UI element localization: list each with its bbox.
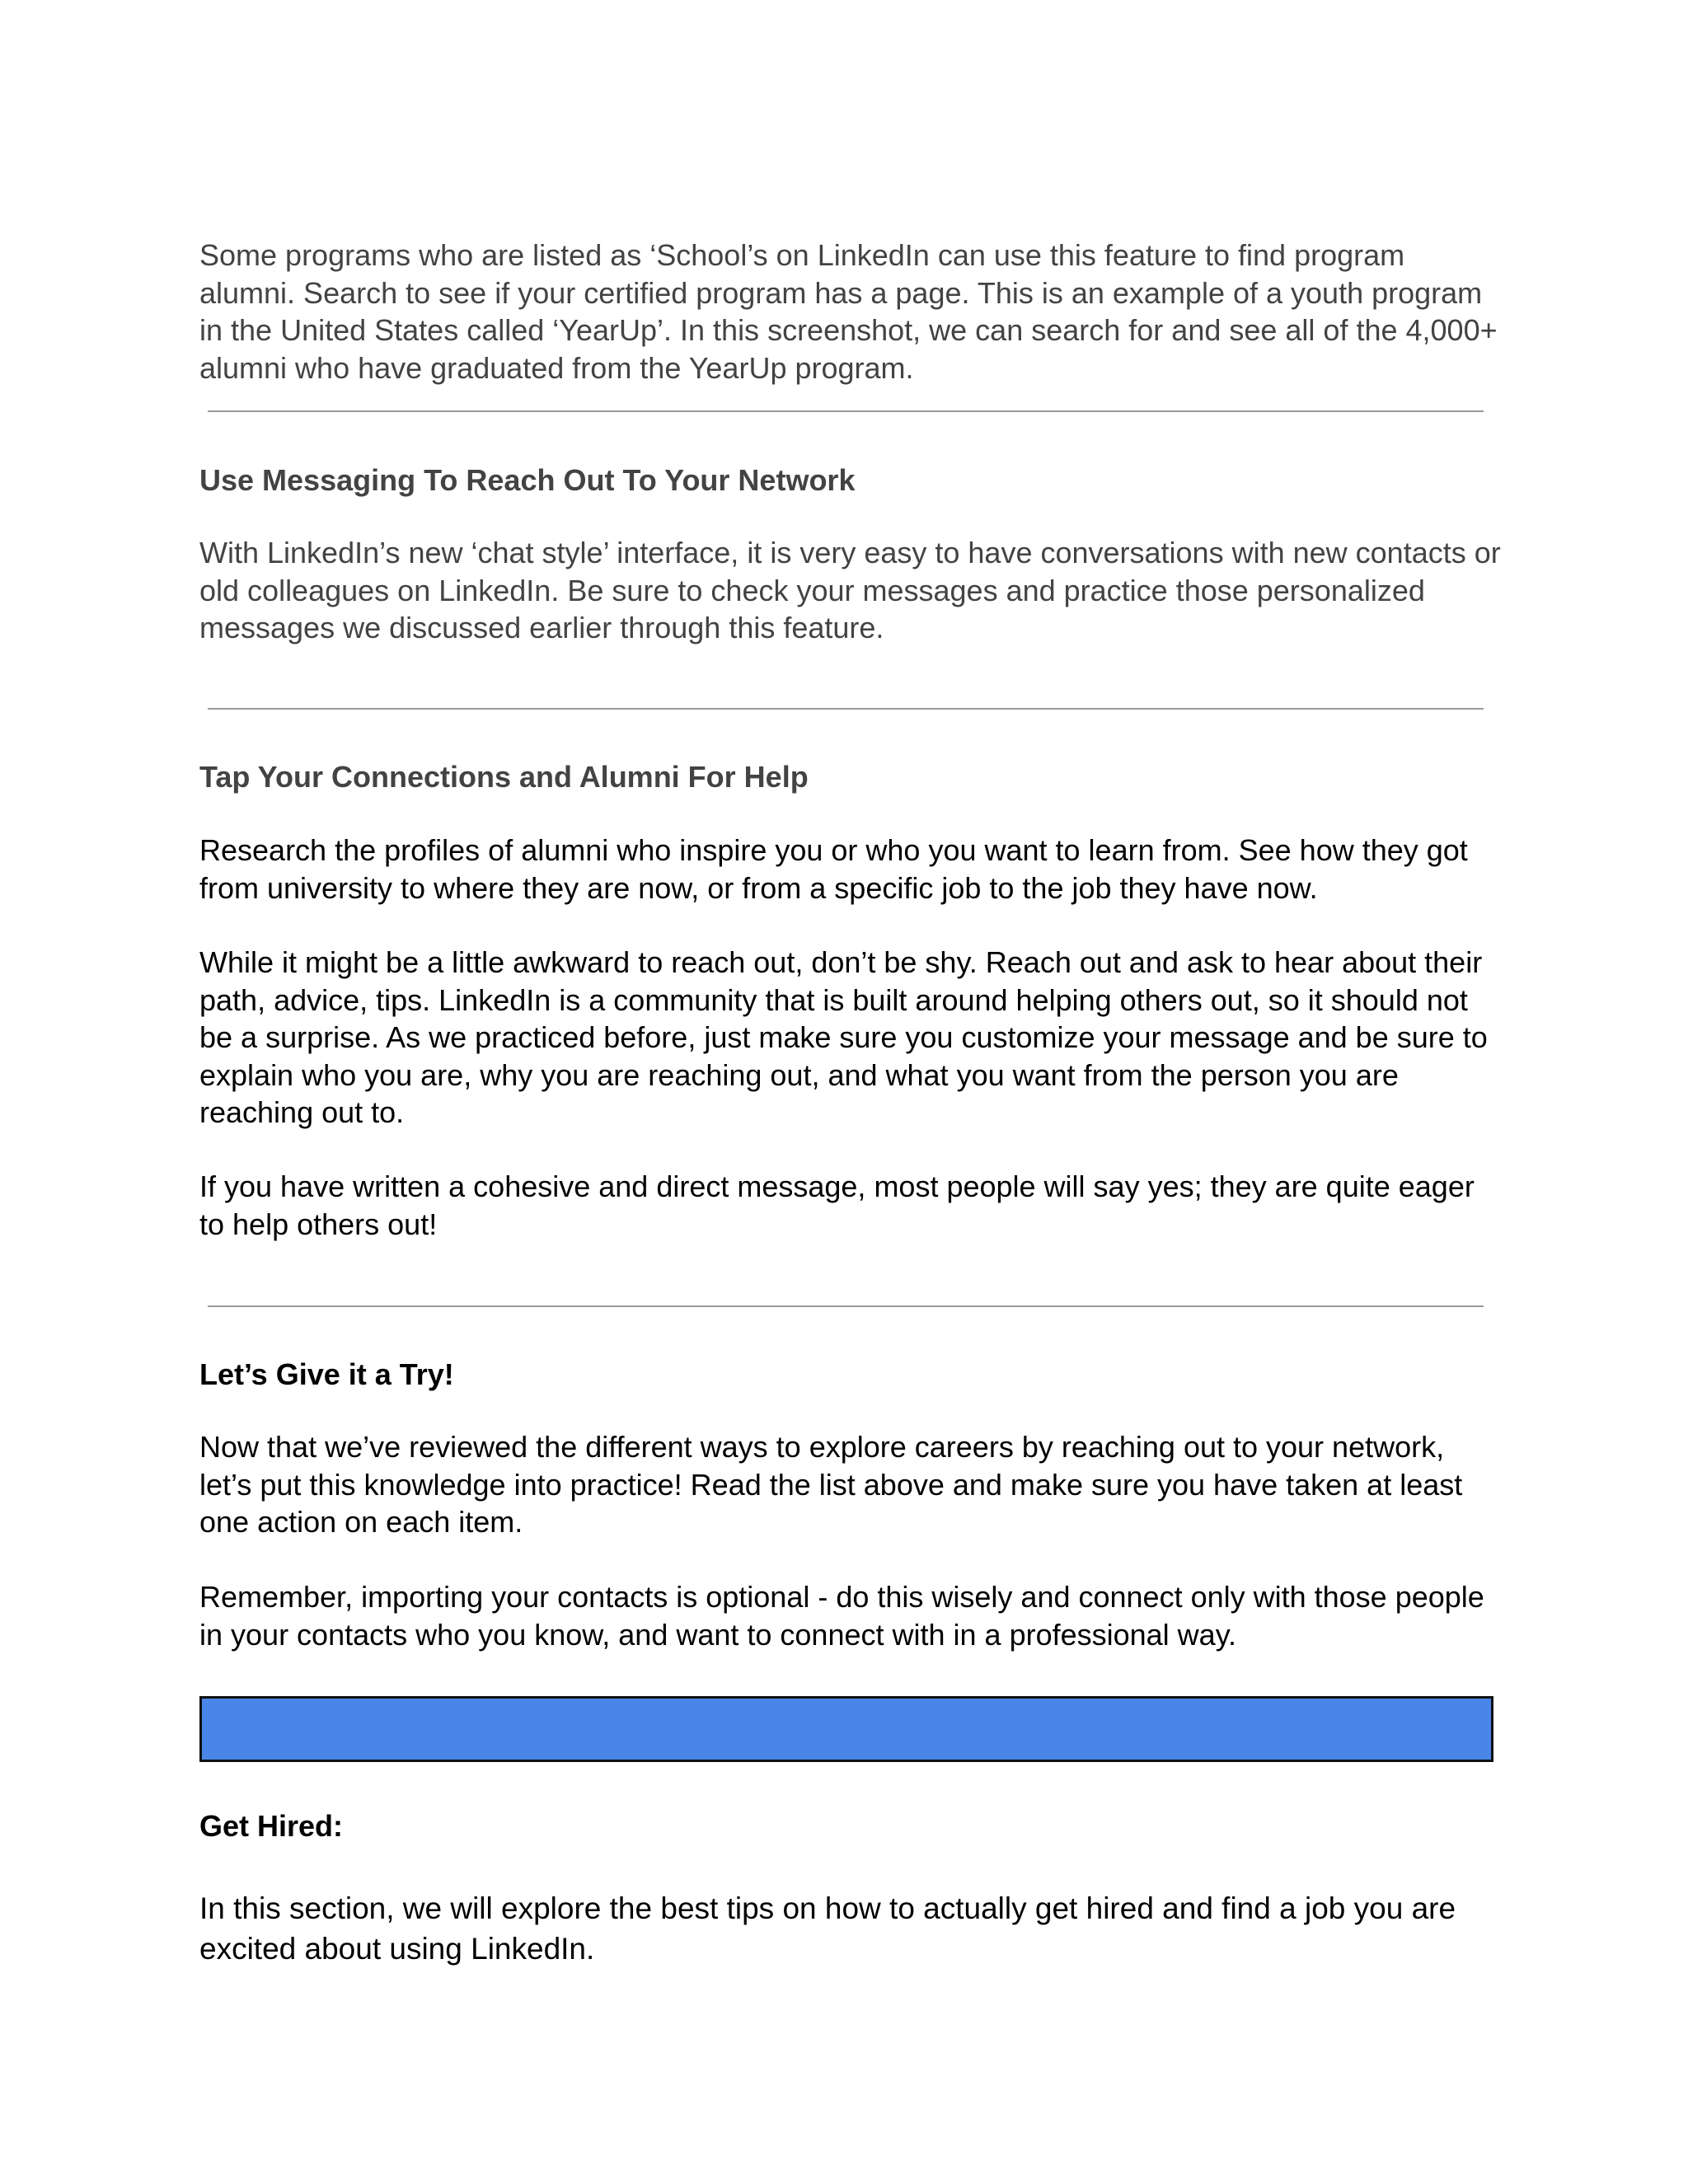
get-hired-heading: Get Hired:	[199, 1809, 344, 1843]
alumni-paragraph-3: If you have written a cohesive and direct message, most people will say yes; they are quite eager to help others out!	[199, 1169, 1475, 1241]
section-divider	[208, 410, 1484, 412]
section-banner	[199, 1696, 1493, 1762]
try-it-paragraph-1: Now that we’ve reviewed the different ways to explore careers by reaching out to your network, let’s put this knowledge into practice! Read the list above and make sure you have taken at least one action on each item.	[199, 1430, 1463, 1539]
messaging-paragraph: With LinkedIn’s new ‘chat style’ interface, it is very easy to have conversations with new contacts or old colleagues on LinkedIn. Be sure to check your messages and practice those personalized messages we discussed earlier through this feature.	[199, 536, 1501, 644]
intro-paragraph: Some programs who are listed as ‘School’s on LinkedIn can use this feature to find program alumni. Search to see if your certified program has a page. This is an example of a youth program in the United States called ‘YearUp’. In this screenshot, we can search for and see all of the 4,000+ alumni who have graduated from the YearUp program.	[199, 238, 1498, 385]
alumni-paragraph-2: While it might be a little awkward to reach out, don’t be shy. Reach out and ask to hear about their path, advice, tips. LinkedIn is a community that is built around helping others out, so it should not be a surprise. As we practiced before, just make sure you customize your message and be sure to explain who you are, why you are reaching out, and what you want from the person you are reaching out to.	[199, 945, 1488, 1129]
messaging-heading: Use Messaging To Reach Out To Your Network	[199, 463, 856, 497]
try-it-paragraph-2: Remember, importing your contacts is optional - do this wisely and connect only with those people in your contacts who you know, and want to connect with in a professional way.	[199, 1580, 1484, 1652]
section-divider	[208, 1305, 1484, 1307]
get-hired-paragraph: In this section, we will explore the best tips on how to actually get hired and find a job you are excited about using LinkedIn.	[199, 1891, 1456, 1966]
alumni-paragraph-1: Research the profiles of alumni who inspire you or who you want to learn from. See how they got from university to where they are now, or from a specific job to the job they have now.	[199, 833, 1468, 905]
section-divider	[208, 708, 1484, 710]
try-it-heading: Let’s Give it a Try!	[199, 1357, 454, 1391]
alumni-heading: Tap Your Connections and Alumni For Help	[199, 760, 809, 794]
